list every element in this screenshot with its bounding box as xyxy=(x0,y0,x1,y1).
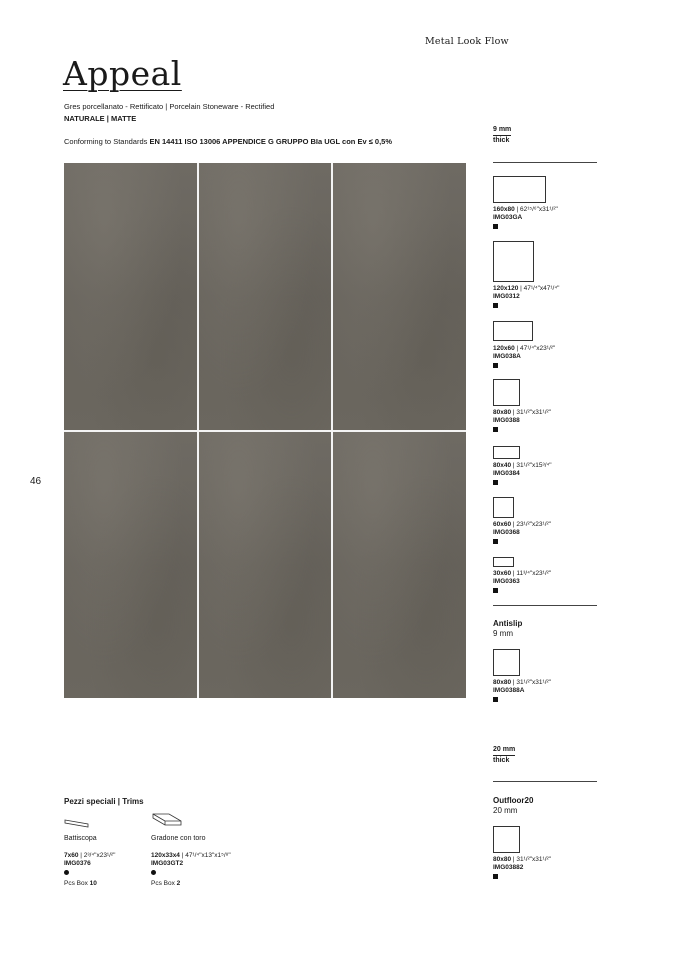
product-subtitle: Gres porcellanato - Rettificato | Porcelain Stoneware - Rectified xyxy=(64,102,275,111)
size-inch: | 62¹⁵/⁶"x31¹/²" xyxy=(514,206,558,213)
finish-square-icon xyxy=(493,697,498,702)
size-diagram-80x80 xyxy=(493,379,520,406)
standards-prefix: Conforming to Standards xyxy=(64,137,150,146)
size-diagram-160x80 xyxy=(493,176,546,203)
battiscopa-icon xyxy=(64,818,90,828)
finish-square-icon xyxy=(493,539,498,544)
size-value: 120x60 xyxy=(493,345,515,352)
thickness-9mm xyxy=(493,125,511,146)
outfloor-thickness: 20 mm xyxy=(493,806,518,815)
size-value: 7x60 xyxy=(64,852,79,859)
pcs-label: Pcs Box xyxy=(151,880,177,887)
size-inch: | 23¹/²"x23¹/²" xyxy=(511,521,551,528)
size-value: 60x60 xyxy=(493,521,512,528)
size-diagram-80x40 xyxy=(493,446,520,459)
trim-size xyxy=(64,852,115,868)
standards-bold: EN 14411 ISO 13006 APPENDICE G GRUPPO BIa UGL con Ev ≤ 0,5% xyxy=(149,137,393,146)
size-value: 30x60 xyxy=(493,570,512,577)
tile-panel xyxy=(199,432,332,699)
thickness-20mm xyxy=(493,745,515,766)
size-code: IMG0388 xyxy=(493,417,520,424)
outfloor-title: Outfloor20 xyxy=(493,796,534,805)
size-item xyxy=(493,462,552,478)
trims-title: Pezzi speciali | Trims xyxy=(64,797,144,806)
size-inch: | 31¹/²"x31¹/²" xyxy=(511,409,551,416)
page-number: 46 xyxy=(30,476,42,487)
size-code: IMG0384 xyxy=(493,470,520,477)
size-item xyxy=(493,345,555,361)
size-diagram-120x60 xyxy=(493,321,533,341)
size-diagram-120x120 xyxy=(493,241,534,282)
size-diagram-30x60 xyxy=(493,557,514,567)
collection-name: Metal Look Flow xyxy=(425,36,509,47)
pcs-box xyxy=(64,880,97,887)
finish-dot-icon xyxy=(64,870,69,875)
trim-size xyxy=(151,852,231,868)
divider xyxy=(493,781,597,782)
size-item xyxy=(493,206,558,222)
size-code: IMG03GA xyxy=(493,214,523,221)
pcs-value: 2 xyxy=(176,880,181,887)
finish-square-icon xyxy=(493,480,498,485)
size-diagram-80x80 xyxy=(493,649,520,676)
gradone-icon xyxy=(151,811,183,828)
thickness-label: thick xyxy=(493,137,510,144)
finish-square-icon xyxy=(493,588,498,593)
size-code: IMG03882 xyxy=(493,864,524,871)
standards-line xyxy=(64,137,392,146)
thickness-value: 20 mm xyxy=(493,745,515,756)
size-inch: | 47¹/⁴"x13"x1⁵/⁸" xyxy=(179,852,231,859)
product-finish: NATURALE | MATTE xyxy=(64,114,137,123)
pcs-label: Pcs Box xyxy=(64,880,90,887)
size-item xyxy=(493,679,551,695)
size-item xyxy=(493,521,551,537)
tile-panel xyxy=(199,163,332,430)
size-code: IMG03GT2 xyxy=(151,860,184,867)
size-inch: | 2³/⁴"x23¹/²" xyxy=(78,852,116,859)
size-value: 80x80 xyxy=(493,409,512,416)
finish-square-icon xyxy=(493,224,498,229)
size-code: IMG0312 xyxy=(493,293,520,300)
size-inch: | 47¹/⁴"x23¹/²" xyxy=(514,345,556,352)
divider xyxy=(493,605,597,606)
tile-panel xyxy=(333,432,466,699)
size-value: 80x40 xyxy=(493,462,512,469)
pcs-box xyxy=(151,880,180,887)
finish-square-icon xyxy=(493,874,498,879)
size-value: 80x80 xyxy=(493,856,512,863)
size-inch: | 31¹/²"x31¹/²" xyxy=(511,679,551,686)
tile-photo xyxy=(64,163,466,698)
thickness-label: thick xyxy=(493,757,510,764)
size-inch: | 47¹/⁴"x47¹/⁴" xyxy=(518,285,560,292)
tile-panel xyxy=(64,432,197,699)
finish-square-icon xyxy=(493,427,498,432)
trim-label: Battiscopa xyxy=(64,835,97,842)
size-inch: | 11³/⁴"x23¹/²" xyxy=(511,570,552,577)
size-code: IMG038A xyxy=(493,353,521,360)
size-diagram-60x60 xyxy=(493,497,514,518)
tile-panel xyxy=(64,163,197,430)
trim-label: Gradone con toro xyxy=(151,835,206,842)
size-value: 160x80 xyxy=(493,206,515,213)
tile-panel xyxy=(333,163,466,430)
pcs-value: 10 xyxy=(89,880,97,887)
size-item xyxy=(493,570,551,586)
size-value: 80x80 xyxy=(493,679,512,686)
size-code: IMG0368 xyxy=(493,529,520,536)
finish-square-icon xyxy=(493,303,498,308)
divider xyxy=(493,162,597,163)
size-value: 120x33x4 xyxy=(151,852,180,859)
size-code: IMG0363 xyxy=(493,578,520,585)
size-code: IMG0388A xyxy=(493,687,525,694)
size-item xyxy=(493,409,551,425)
size-diagram-80x80 xyxy=(493,826,520,853)
size-item xyxy=(493,285,559,301)
antislip-thickness: 9 mm xyxy=(493,629,513,638)
size-item xyxy=(493,856,551,872)
finish-dot-icon xyxy=(151,870,156,875)
thickness-value: 9 mm xyxy=(493,125,511,136)
product-title: Appeal xyxy=(63,54,182,93)
size-value: 120x120 xyxy=(493,285,519,292)
size-inch: | 31¹/²"x15³/⁴" xyxy=(511,462,552,469)
size-code: IMG0376 xyxy=(64,860,91,867)
finish-square-icon xyxy=(493,363,498,368)
antislip-title: Antislip xyxy=(493,619,523,628)
size-inch: | 31¹/²"x31¹/²" xyxy=(511,856,551,863)
